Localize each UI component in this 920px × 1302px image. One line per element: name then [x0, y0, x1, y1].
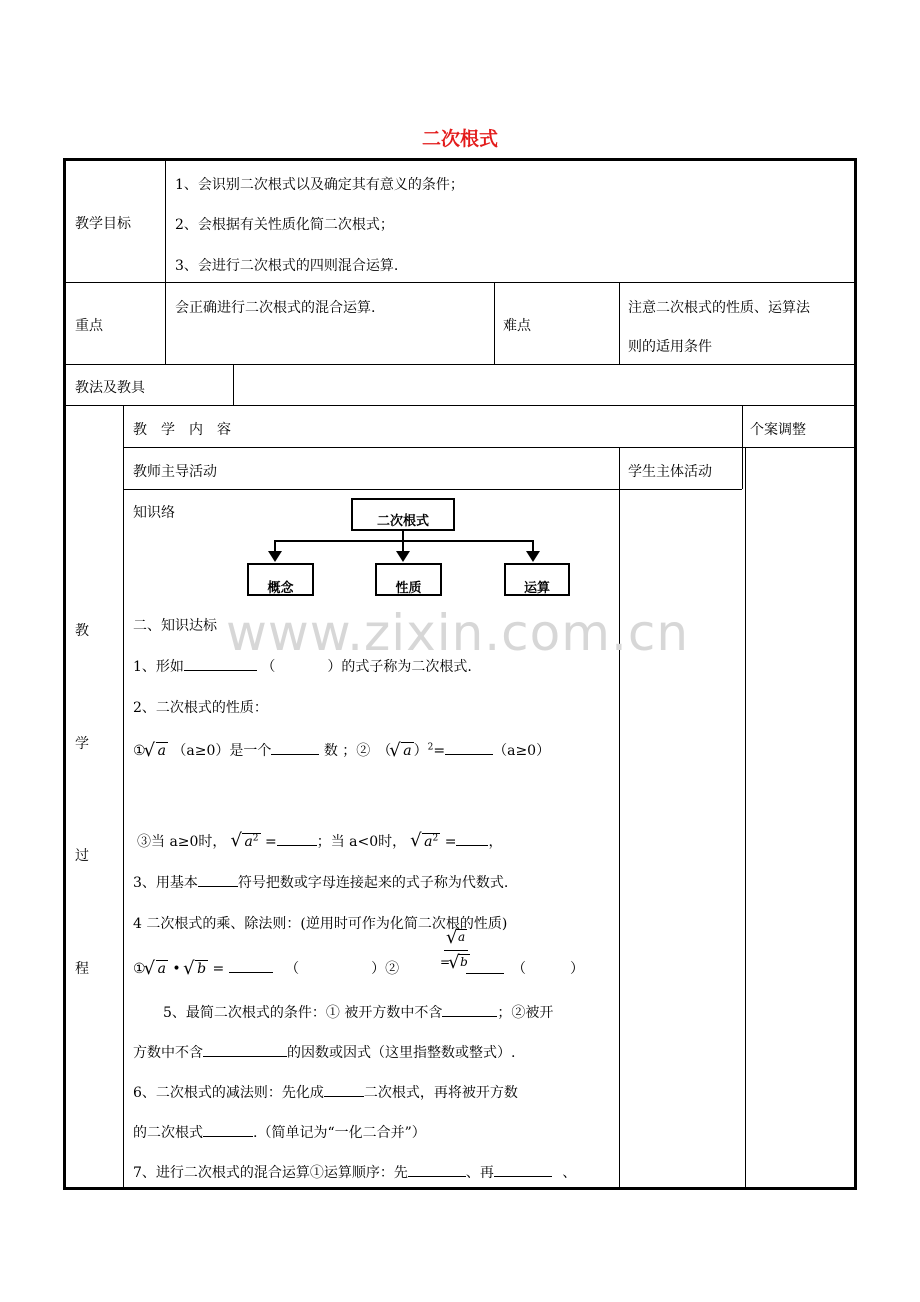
content-header: 教 学 内 容 [133, 422, 231, 438]
objective-item: 1、会识别二次根式以及确定其有意义的条件； [175, 177, 464, 193]
question-6-cont: 的二次根式 .（简单记为“一化二合并”） [133, 1122, 426, 1142]
difficulty-label: 难点 [503, 318, 531, 334]
fill-blank[interactable] [445, 740, 493, 755]
fill-blank[interactable] [203, 1042, 287, 1057]
objective-item: 3、会进行二次根式的四则混合运算. [175, 258, 399, 274]
difficulty-line: 则的适用条件 [628, 339, 712, 355]
sqrt-expression: √ b [185, 961, 208, 977]
difficulty-line: 注意二次根式的性质、运算法 [628, 300, 810, 316]
keypoint-label: 重点 [75, 318, 103, 334]
property-line: ①√ a （a≥0）是一个 数 ；② （√ a ）$^2$= （a≥0） [133, 740, 550, 760]
property-line-3: ③当 a≥0时，√ $a^2$ = ；当 a<0时，√ $a^2$ = ， [137, 831, 502, 851]
section-heading: 二、知识达标 [133, 618, 217, 634]
keypoint-text: 会正确进行二次根式的混合运算. [175, 300, 376, 316]
objectives-label: 教学目标 [75, 216, 131, 232]
student-header: 学生主体活动 [628, 464, 712, 480]
fill-blank[interactable] [408, 1162, 466, 1177]
question-2: 2、二次根式的性质： [133, 700, 268, 716]
teacher-header: 教师主导活动 [133, 464, 217, 480]
adjust-header: 个案调整 [750, 422, 806, 438]
side-char: 教 [75, 623, 89, 639]
page-title: 二次根式 [421, 128, 498, 150]
arrow-down-icon [396, 551, 410, 563]
methods-label: 教法及教具 [75, 380, 145, 396]
fill-blank[interactable] [442, 1002, 497, 1017]
fill-blank[interactable] [324, 1082, 364, 1097]
diagram-child: 概念 [247, 563, 314, 596]
fill-blank[interactable] [203, 1122, 253, 1137]
fill-blank[interactable] [271, 740, 319, 755]
diagram-root: 二次根式 [351, 498, 455, 531]
fill-blank[interactable] [184, 656, 257, 671]
side-char: 过 [75, 848, 89, 864]
objective-item: 2、会根据有关性质化简二次根式； [175, 217, 394, 233]
question-6: 6、二次根式的减法则：先化成 二次根式，再将被开方数 [133, 1082, 518, 1102]
side-char: 程 [75, 961, 89, 977]
watermark: www.zixin.com.cn [226, 604, 690, 662]
fill-blank[interactable] [456, 831, 488, 846]
fill-blank[interactable] [229, 958, 273, 973]
arrow-down-icon [526, 551, 540, 563]
sqrt-expression: √ $a^2$ [232, 833, 260, 850]
question-5-cont: 方数中不含 的因数或因式（这里指整数或整式）. [133, 1042, 515, 1062]
side-char: 学 [75, 736, 89, 752]
question-7: 7、进行二次根式的混合运算①运算顺序：先 、再 、 [133, 1162, 576, 1182]
sqrt-expression: √ a [146, 743, 168, 759]
sqrt-expression: √ $a^2$ [412, 833, 440, 850]
fill-blank[interactable] [198, 872, 238, 887]
question-4: 4 二次根式的乘、除法则：(逆用时可作为化简二次根的性质) [133, 916, 508, 932]
diagram-label: 知识络 [133, 505, 175, 521]
rule-line: ①√ a • √ b = （ ）② [133, 958, 399, 978]
question-5: 5、最简二次根式的条件：① 被开方数中不含 ；②被开 [163, 1002, 553, 1022]
diagram-child: 运算 [504, 563, 570, 596]
sqrt-expression: √ a [146, 961, 168, 977]
question-1: 1、形如 （ ）的式子称为二次根式. [133, 656, 472, 676]
fill-blank[interactable] [494, 1162, 552, 1177]
diagram-child: 性质 [375, 563, 442, 596]
arrow-down-icon [268, 551, 282, 563]
fill-blank[interactable] [277, 831, 317, 846]
sqrt-expression: √ a [391, 743, 413, 759]
question-3: 3、用基本 符号把数或字母连接起来的式子称为代数式. [133, 872, 508, 892]
